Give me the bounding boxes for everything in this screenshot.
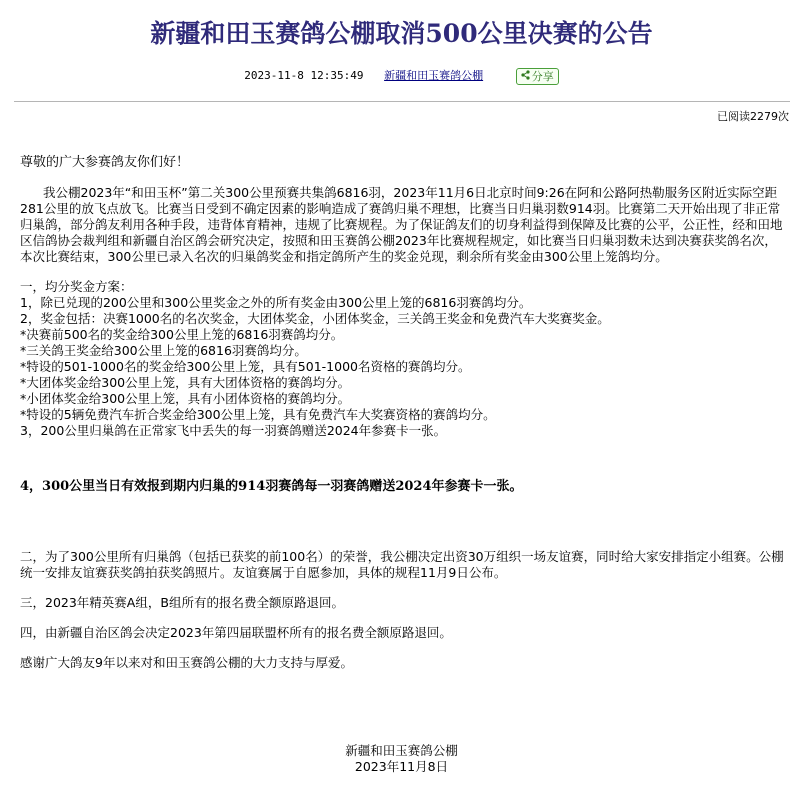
- section-1-line: *三关鸽王奖金给300公里上笼的6816羽赛鸽均分。: [20, 343, 307, 358]
- signature-name: 新疆和田玉赛鸽公棚: [345, 743, 458, 758]
- highlight-line: 4，300公里当日有效报到期内归巢的914羽赛鸽每一羽赛鸽赠送2024年参赛卡一张。: [20, 479, 523, 494]
- section-1-line: 1，除已兑现的200公里和300公里奖金之外的所有奖金由300公里上笼的6816羽赛鸽均分。: [20, 295, 532, 310]
- source-link[interactable]: 新疆和田玉赛鸽公棚: [384, 69, 484, 82]
- section-1-line: *特设的5辆免费汽车折合奖金给300公里上笼，具有免费汽车大奖赛资格的赛鸽均分。: [20, 407, 496, 422]
- share-icon: [521, 69, 530, 84]
- share-button[interactable]: [516, 68, 559, 85]
- section-1-title: 一，均分奖金方案：: [20, 279, 133, 294]
- section-1-line: *小团体奖金给300公里上笼，具有小团体资格的赛鸽均分。: [20, 391, 351, 406]
- share-label: 分享: [531, 69, 554, 83]
- article-body: [20, 155, 788, 671]
- section-3: 三，2023年精英赛A组，B组所有的报名费全额原路退回。: [20, 595, 344, 610]
- intro-paragraph: 我公棚2023年“和田玉杯”第二关300公里预赛共集鸽6816羽，2023年11月6日北京时间9:26在阿和公路阿热勒服务区附近实际空距281公里的放飞点放飞。比赛当日受到不确定因素的影响造成了赛鸽归巢不理想，比赛当日归巢羽数914羽。比赛第二天开始出现了非正常归巢鸽，部分鸽友利用各种手段，违背体育精神，违规了比赛规程。为了保证鸽友们的切身利益得到保障及比赛的公平，公正性，经和田地区信鸽协会裁判组和新疆自治区鸽会研究决定，按照和田玉赛鸽公棚2023年比赛规程规定，如比赛当日归巢羽数未达到决赛获奖鸽名次，本次比赛结束，300公里已录入名次的归巢鸽奖金和指定鸽所产生的奖金兑现，剩余所有奖金由300公里上笼鸽均分。: [20, 185, 783, 264]
- article-meta: [0, 67, 803, 85]
- section-4: 四，由新疆自治区鸽会决定2023年第四届联盟杯所有的报名费全额原路退回。: [20, 625, 452, 640]
- greeting: 尊敬的广大参赛鸽友你们好！: [20, 155, 190, 170]
- publish-date: 2023-11-8 12:35:49: [244, 69, 364, 82]
- page-title: 新疆和田玉赛鸽公棚取消500公里决赛的公告: [150, 19, 653, 48]
- section-2: 二，为了300公里所有归巢鸽（包括已获奖的前100名）的荣誉，我公棚决定出资30万组织一场友谊赛，同时给大家安排指定小组赛。公棚统一安排友谊赛获奖鸽拍获奖鸽照片。友谊赛属于自愿参加，具体的规程11月9日公布。: [20, 549, 784, 580]
- section-1-line: *特设的501-1000名的奖金给300公里上笼，具有501-1000名资格的赛鸽均分。: [20, 359, 471, 374]
- signature: [0, 743, 803, 775]
- header-divider: [14, 101, 790, 102]
- section-1-line: *决赛前500名的奖金给300公里上笼的6816羽赛鸽均分。: [20, 327, 344, 342]
- section-1-line: *大团体奖金给300公里上笼，具有大团体资格的赛鸽均分。: [20, 375, 351, 390]
- section-1-line: 2，奖金包括：决赛1000名的名次奖金，大团体奖金，小团体奖金，三关鸽王奖金和免费汽车大奖赛奖金。: [20, 311, 610, 326]
- thanks-line: 感谢广大鸽友9年以来对和田玉赛鸽公棚的大力支持与厚爱。: [20, 655, 353, 670]
- read-count: 已阅读2279次: [717, 110, 789, 123]
- signature-date: 2023年11月8日: [354, 759, 449, 774]
- section-1-line: 3，200公里归巢鸽在正常家飞中丢失的每一羽赛鸽赠送2024年参赛卡一张。: [20, 423, 447, 438]
